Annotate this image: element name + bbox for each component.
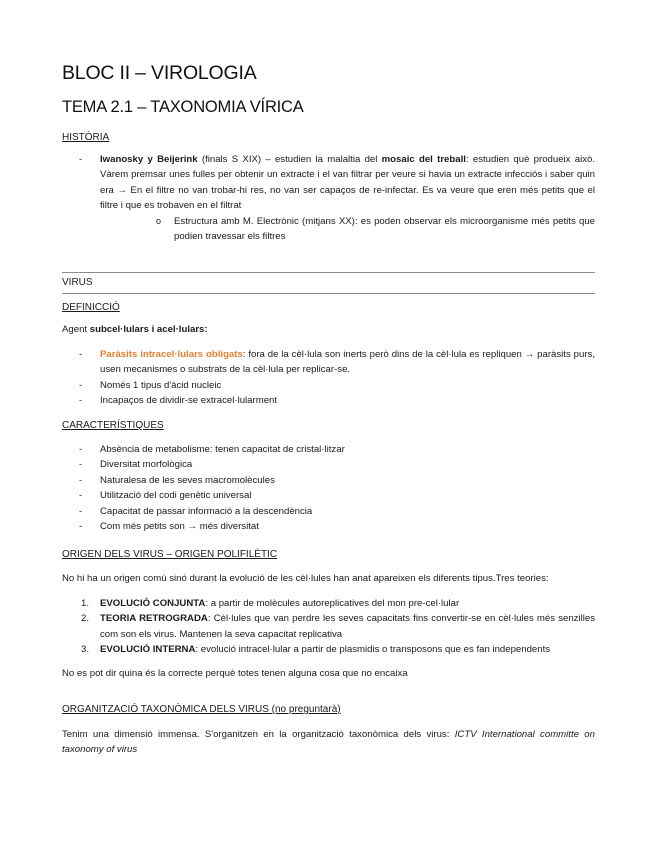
- list-item: - Absència de metabolisme: tenen capacitat de cristal·litzar: [62, 442, 595, 457]
- caracteristiques-list: [62, 442, 595, 534]
- list-item: 1. EVOLUCIÓ CONJUNTA: a partir de molècules autoreplicatives del mon pre-cel·lular: [81, 598, 460, 609]
- list-item: - Només 1 tipus d'àcid nucleic: [62, 378, 595, 393]
- origen-conclusion: No es pot dir quina és la correcte perquè totes tenen alguna cosa que no encaixa: [62, 668, 408, 679]
- list-item: - Naturalesa de les seves macromolècules: [62, 473, 595, 488]
- origen-theories-list: [62, 596, 595, 658]
- section-heading-historia: HISTÒRIA: [62, 132, 110, 143]
- highlighted-term: Paràsits intracel·lulars obligats: [100, 349, 243, 360]
- list-item: 3. EVOLUCIÓ INTERNA: evolució intracel·lular a partir de plasmidis o transposons que es fan independents: [81, 644, 551, 656]
- list-item: - Diversitat morfològica: [62, 457, 595, 472]
- list-item: - Iwanosky y Beijerink (finals S XIX) – estudien la malaltia del mosaic del treball: estudien què produeix això. Vàrem premsar unes fulles per obtenir un extracte i el van filtrar per veure si havia un extracte infecciós i saber quin era → En el filtre no van trobar-hi res, no van ser capaços de re-infectar. Es va veure que eren més petits que el filtre i que es trobaven en el filtrat o Estructura amb M. Electrònic (mitjans XX): es poden observar els microorganisme més petits que podien travessar els filtres: [62, 152, 595, 244]
- list-item: - Capacitat de passar informació a la descendència: [62, 504, 595, 519]
- definicio-list: [62, 347, 595, 409]
- list-item: - Com més petits son → més diversitat: [62, 519, 595, 534]
- list-item: 2. TEORIA RETROGRADA: Cèl·lules que van perdre les seves capacitats fins convertir-se en cèl·lules més senzilles com son els virus. Mantenen la seva capacitat replicativa: [81, 613, 595, 640]
- origen-intro: No hi ha un origen comú sinó durant la evolució de les cèl·lules han anat apareixen els diferents tipus.Tres teories:: [62, 573, 549, 584]
- section-heading-organitzacio: ORGANITZACIÓ TAXONÒMICA DELS VIRUS (no preguntarà): [62, 704, 341, 715]
- historia-sublist: [100, 214, 595, 245]
- section-heading-caracteristiques: CARACTERÍSTIQUES: [62, 420, 164, 431]
- organitzacio-text: Tenim una dimensió immensa. S'organitzen en la organització taxonòmica dels virus: ICTV International committe on taxonomy of virus: [62, 729, 595, 756]
- sub-list-item: o Estructura amb M. Electrònic (mitjans XX): es poden observar els microorganisme més petits que podien travessar els filtres: [100, 214, 595, 245]
- list-item: - Paràsits intracel·lulars obligats: fora de la cèl·lula son inerts però dins de la cèl·lula es repliquen → paràsits purs, usen mecanismes o substrats de la cèl·lula per replicar-se.: [62, 347, 595, 378]
- section-label-virus: VIRUS: [62, 277, 93, 288]
- horizontal-rule: [62, 272, 595, 273]
- list-item: - Utilització del codi genètic universal: [62, 488, 595, 503]
- document-subtitle: TEMA 2.1 – TAXONOMIA VÍRICA: [62, 98, 304, 116]
- section-heading-origen: ORIGEN DELS VIRUS – ORIGEN POLIFILÈTIC: [62, 549, 278, 560]
- section-heading-definicio: DEFINICCIÓ: [62, 302, 120, 313]
- document-title: BLOC II – VIROLOGIA: [62, 62, 257, 84]
- definicio-intro: Agent subcel·lulars i acel·lulars:: [62, 324, 208, 335]
- horizontal-rule: [62, 293, 595, 294]
- historia-list: [62, 152, 595, 244]
- list-item: - Incapaços de dividir-se extracel·lularment: [62, 393, 595, 408]
